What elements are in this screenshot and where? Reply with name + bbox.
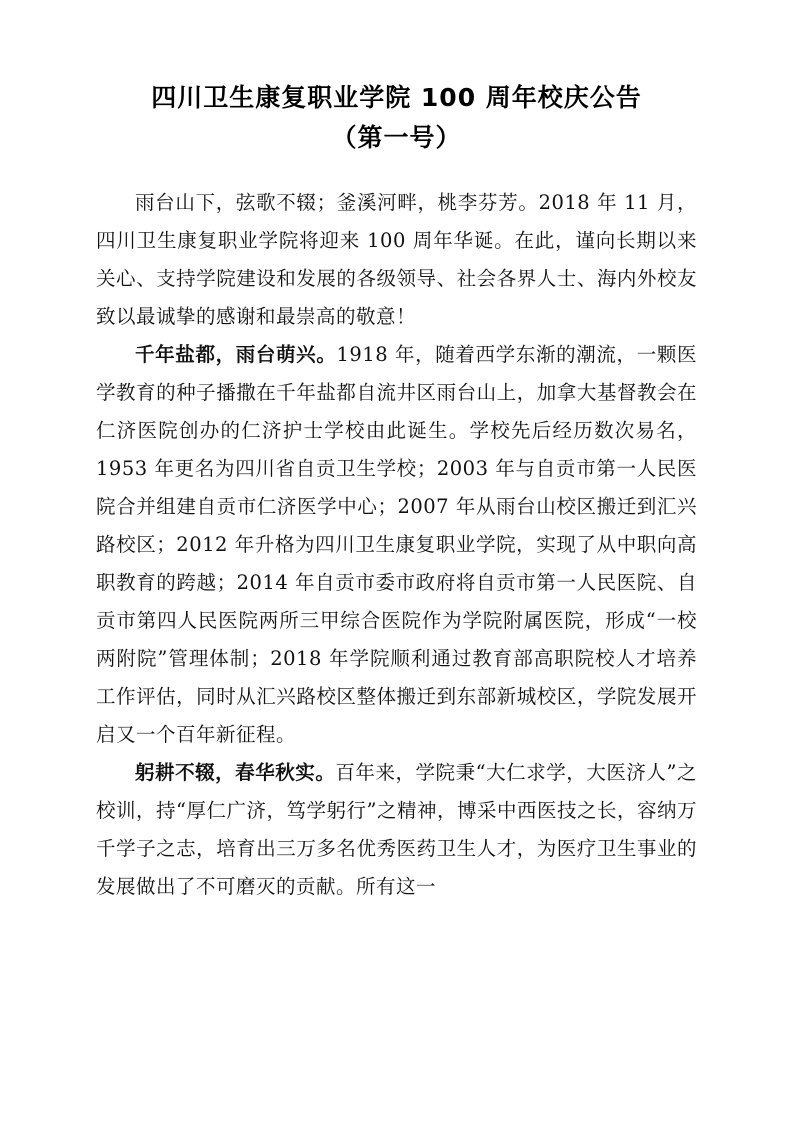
paragraph-text: 雨台山下，弦歌不辍；釜溪河畔，桃李芬芳。2018 年 11 月，四川卫生康复职业学院将迎来 100 周年华诞。在此，谨向长期以来关心、支持学院建设和发展的各级领导、社会各界人士、海内外校友致以最诚挚的感谢和最崇高的敬意！: [96, 191, 697, 328]
page-title-line-2: （第一号）: [331, 123, 462, 152]
paragraph-text: 1918 年，随着西学东渐的潮流，一颗医学教育的种子播撒在千年盐都自流井区雨台山上，加拿大基督教会在仁济医院创办的仁济护士学校由此诞生。学校先后经历数次易名，1953 年更名为四川省自贡卫生学校；2003 年与自贡市第一人民医院合并组建自贡市仁济医学中心；2007 年从雨台山校区搬迁到汇兴路校区；2012 年升格为四川卫生康复职业学院，实现了从中职向高职教育的跨越；2014 年自贡市委市政府将自贡市第一人民医院、自贡市第四人民医院两所三甲综合医院作为学院附属医院，形成“一校两附院”管理体制；2018 年学院顺利通过教育部高职院校人才培养工作评估，同时从汇兴路校区整体搬迁到东部新城校区，学院发展开启又一个百年新征程。: [96, 343, 697, 746]
page-title-line-1: 四川卫生康复职业学院 100 周年校庆公告: [151, 83, 642, 112]
page-title: [96, 78, 697, 158]
document-content: [96, 78, 697, 906]
paragraph-lead: 千年盐都，雨台萌兴。: [135, 343, 337, 366]
document-body: [96, 184, 697, 906]
paragraph-lead: 躬耕不辍，春华秋实。: [135, 761, 336, 784]
paragraph: [96, 336, 697, 754]
paragraph: [96, 184, 697, 336]
paragraph: [96, 754, 697, 906]
paragraph-text: 百年来，学院秉“大仁求学，大医济人”之校训，持“厚仁广济，笃学躬行”之精神，博采中西医技之长，容纳万千学子之志，培育出三万多名优秀医药卫生人才，为医疗卫生事业的发展做出了不可磨灭的贡献。所有这一: [96, 761, 697, 898]
